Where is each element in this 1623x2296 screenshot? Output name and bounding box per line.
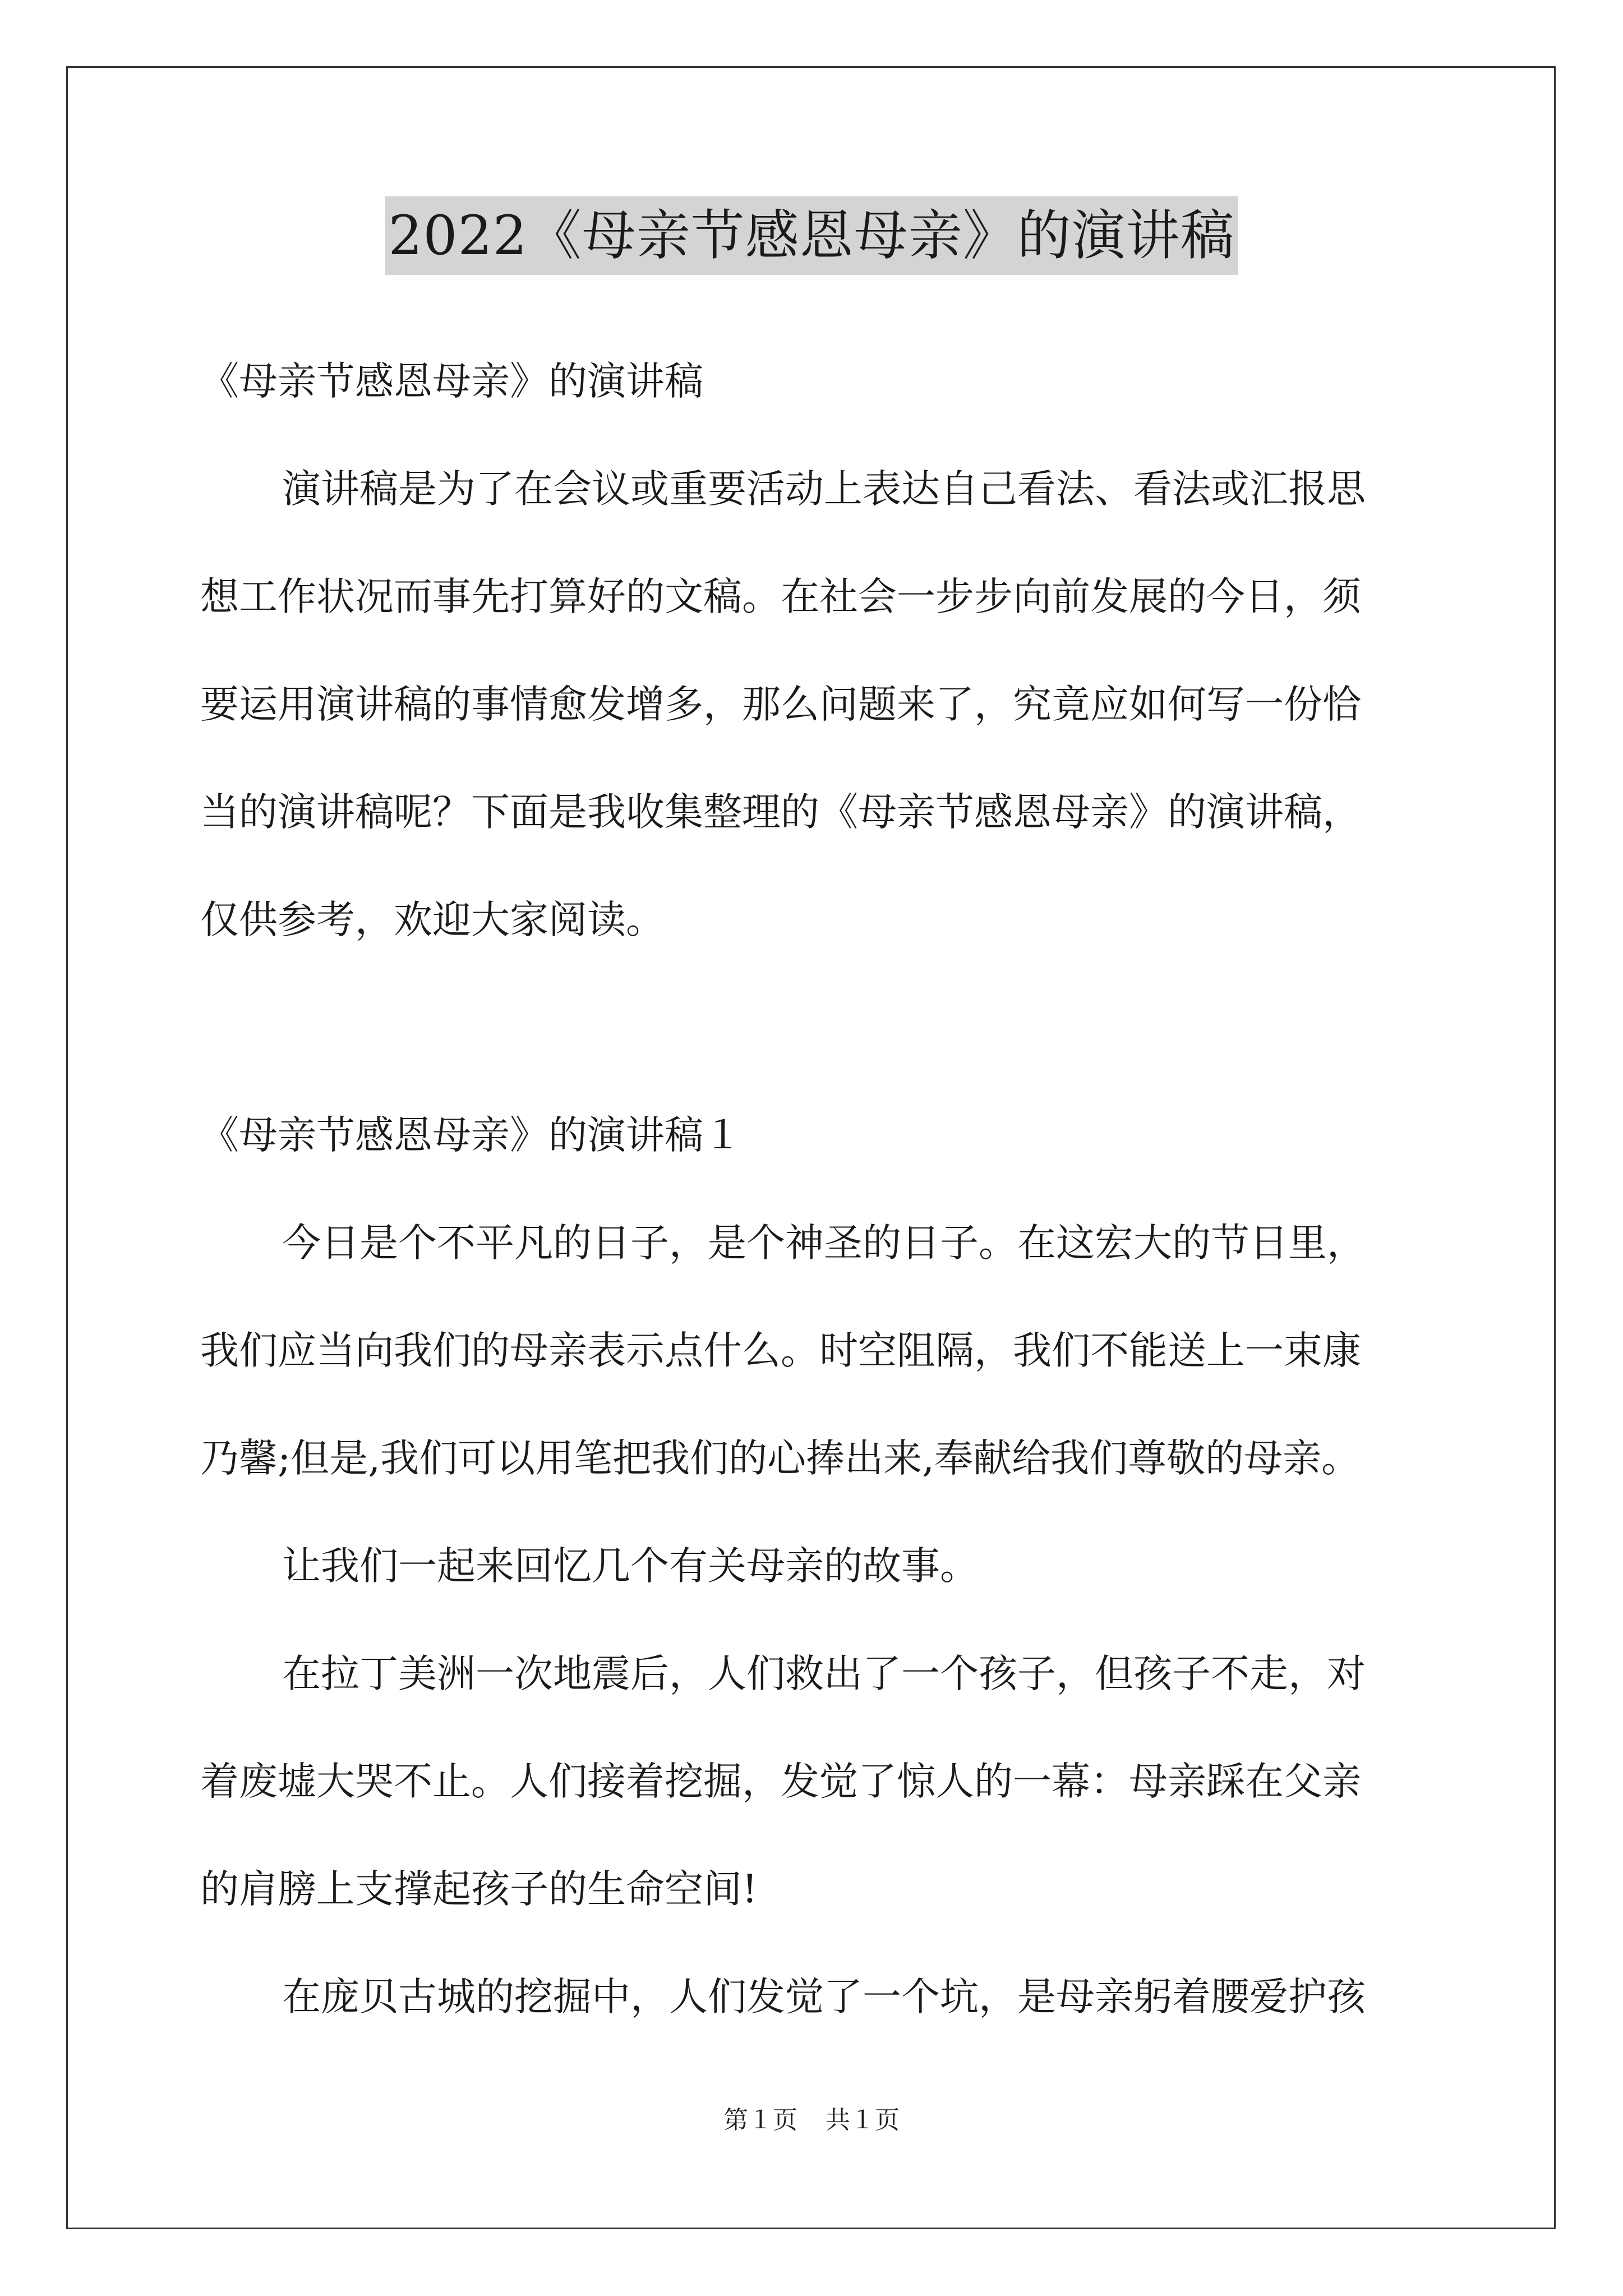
paragraph-line: 当的演讲稿呢？下面是我收集整理的《母亲节感恩母亲》的演讲稿， [200,790,1361,835]
paragraph-line: 让我们一起来回忆几个有关母亲的故事。 [282,1544,979,1589]
paragraph-line: 在拉丁美洲一次地震后，人们救出了一个孩子，但孩子不走，对 [282,1651,1366,1696]
paragraph-line: 着废墟大哭不止。人们接着挖掘，发觉了惊人的一幕：母亲踩在父亲 [200,1759,1361,1804]
document-title: 2022《母亲节感恩母亲》的演讲稿 [385,196,1238,275]
paragraph-line: 在庞贝古城的挖掘中，人们发觉了一个坑，是母亲躬着腰爱护孩 [282,1975,1366,2019]
paragraph-line: 今日是个不平凡的日子，是个神圣的日子。在这宏大的节日里， [282,1221,1366,1266]
title-container [0,196,1623,275]
page-footer [0,2104,1623,2137]
page-number: 第１页 [723,2106,797,2134]
paragraph-line: 演讲稿是为了在会议或重要活动上表达自己看法、看法或汇报思 [282,467,1366,512]
paragraph-line: 要运用演讲稿的事情愈发增多，那么问题来了，究竟应如何写一份恰 [200,682,1361,727]
paragraph-line: 乃馨;但是,我们可以用笔把我们的心捧出来,奉献给我们尊敬的母亲。 [200,1436,1361,1481]
page-total: 共１页 [826,2106,900,2134]
paragraph-line: 仅供参考，欢迎大家阅读。 [200,898,665,942]
paragraph-line: 我们应当向我们的母亲表示点什么。时空阻隔，我们不能送上一束康 [200,1328,1361,1373]
paragraph-line: 想工作状况而事先打算好的文稿。在社会一步步向前发展的今日，须 [200,574,1361,619]
paragraph-line: 的肩膀上支撑起孩子的生命空间! [200,1867,758,1912]
section-heading: 《母亲节感恩母亲》的演讲稿１ [200,1113,742,1158]
section-heading: 《母亲节感恩母亲》的演讲稿 [200,359,703,404]
